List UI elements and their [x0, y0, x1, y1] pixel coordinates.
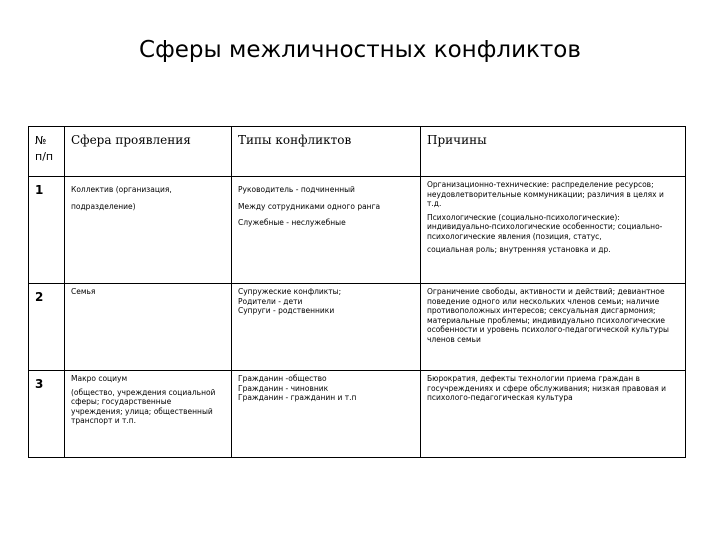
header-sphere: Сфера проявления: [65, 127, 232, 177]
table-header-row: [29, 127, 686, 177]
slide-title: Сферы межличностных конфликтов: [139, 37, 581, 63]
table-row: [29, 371, 686, 458]
cell-line: Служебные - неслужебные: [238, 218, 346, 227]
cell-line: Супружеские конфликты;: [238, 287, 342, 296]
sphere-cell: [65, 284, 232, 371]
row-number: 1: [29, 177, 65, 284]
causes-cell: [421, 284, 686, 371]
table-row: [29, 177, 686, 284]
cell-line: Организационно-технические: распределение ресурсов; неудовлетворительные коммуникации; различия в целях и т.д.: [427, 180, 664, 208]
causes-cell: [421, 177, 686, 284]
cell-line: Гражданин - чиновник: [238, 383, 329, 393]
cell-line: Коллектив (организация,: [71, 185, 172, 194]
cell-line: Семья: [71, 287, 96, 296]
cell-line: Макро социум: [71, 374, 128, 383]
types-cell: [232, 371, 421, 458]
cell-line: Психологические (социально-психологические): индивидуально-психологические особенности; социально-психологические явления (позиция, статус,: [427, 212, 663, 241]
cell-line: социальная роль; внутренняя установка и др.: [427, 245, 611, 254]
cell-line: Бюрократия, дефекты технологии приема граждан в госучреждениях и сфере обслуживания; низкая правовая и психолого-педагогическая культура: [427, 374, 666, 402]
types-cell: [232, 177, 421, 284]
types-cell: [232, 284, 421, 371]
header-types: Типы конфликтов: [232, 127, 421, 177]
cell-line: Руководитель - подчиненный: [238, 185, 355, 194]
causes-cell: [421, 371, 686, 458]
cell-line: (общество, учреждения социальной сферы; государственные учреждения; улица; общественный транспорт и т.п.: [71, 387, 216, 425]
cell-line: подразделение): [71, 201, 136, 211]
header-number: № п/п: [29, 127, 65, 177]
sphere-cell: [65, 371, 232, 458]
table-row: [29, 284, 686, 371]
cell-line: Супруги - родственники: [238, 306, 335, 315]
cell-line: Между сотрудниками одного ранга: [238, 201, 381, 211]
row-number: 2: [29, 284, 65, 371]
cell-line: Ограничение свободы, активности и действий; девиантное поведение одного или нескольких членов семьи; наличие противоположных интересов; сексуальная дисгармония; материальные проблемы; индивидуально психологические особенности и уровень психолого-педагогической культуры членов семьи: [427, 287, 669, 344]
header-causes: Причины: [421, 127, 686, 177]
conflicts-table: [28, 126, 686, 458]
cell-line: Родители - дети: [238, 296, 303, 306]
cell-line: Гражданин -общество: [238, 374, 327, 383]
cell-line: Гражданин - гражданин и т.п: [238, 393, 357, 402]
row-number: 3: [29, 371, 65, 458]
sphere-cell: [65, 177, 232, 284]
